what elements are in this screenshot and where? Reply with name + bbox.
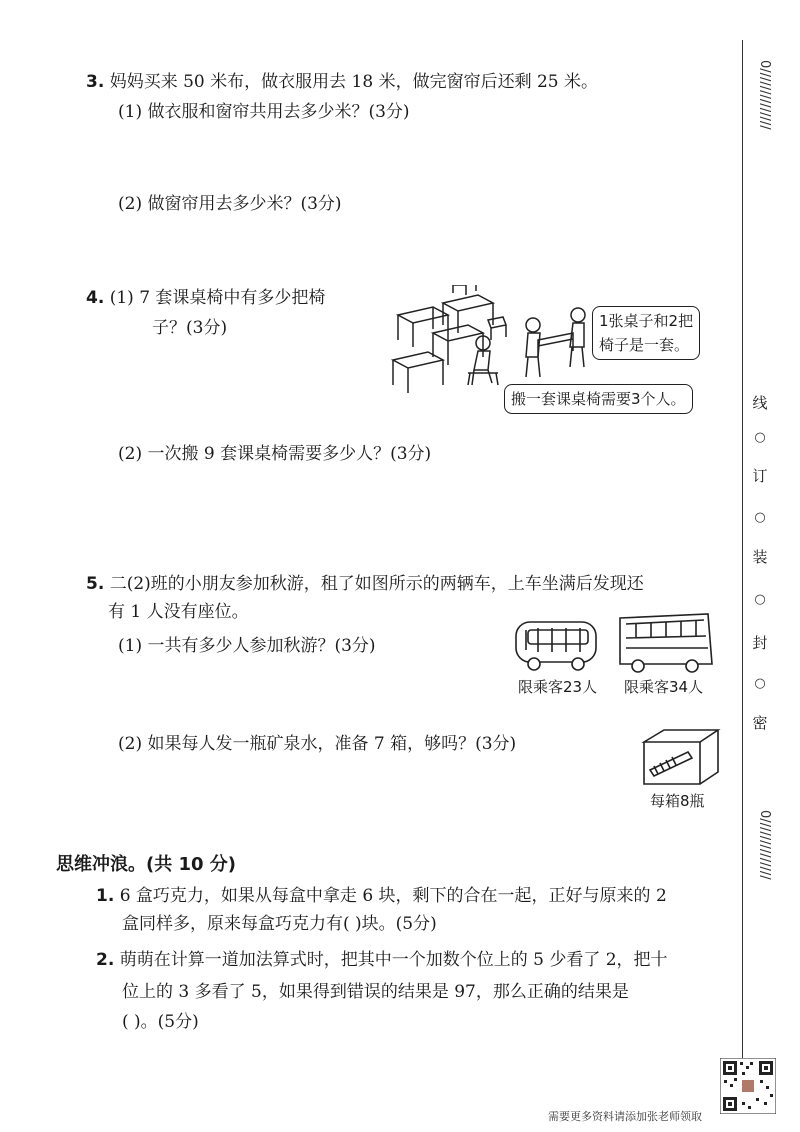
binding-word-ding: 订 <box>752 467 768 485</box>
q5-sub2: (2) 如果每人发一瓶矿泉水，准备 7 箱，够吗？(3分) <box>118 734 517 754</box>
binding-word-zhuang: 装 <box>752 548 768 566</box>
section-title: 思维冲浪。(共 10 分) <box>56 854 237 875</box>
bus-large-icon <box>616 610 716 674</box>
q4-stem <box>86 286 325 310</box>
challenge-1 <box>96 884 667 908</box>
bus-small-caption: 限乘客23人 <box>518 678 598 696</box>
binding-circle-4: ○ <box>754 676 766 691</box>
bubble-set-line2: 椅子是一套。 <box>599 336 690 354</box>
binding-circle-2: ○ <box>754 510 766 525</box>
binding-circle-1: ○ <box>754 430 766 445</box>
q3-text: 妈妈买来 50 米布，做衣服用去 18 米，做完窗帘后还剩 25 米。 <box>109 72 599 92</box>
q4-sub1-line2: 子？(3分) <box>152 318 228 338</box>
water-box-caption: 每箱8瓶 <box>650 792 705 810</box>
binding-word-mi: 密 <box>752 714 768 732</box>
binding-stripe-bottom: 0////////////// <box>757 810 772 880</box>
q4-sub2: (2) 一次搬 9 套课桌椅需要多少人？(3分) <box>118 444 432 464</box>
binding-word-line: 线 <box>752 394 768 412</box>
challenge-1-line2: 盒同样多，原来每盒巧克力有( )块。(5分) <box>122 914 437 934</box>
q5-sub1: (1) 一共有多少人参加秋游？(3分) <box>118 636 376 656</box>
bus-small-icon <box>512 616 600 674</box>
qr-code-icon <box>720 1058 776 1114</box>
q3-number: 3. <box>86 72 105 92</box>
water-box-icon <box>638 726 722 788</box>
binding-circle-3: ○ <box>754 592 766 607</box>
q5-line1: 二(2)班的小朋友参加秋游，租了如图所示的两辆车，上车坐满后发现还 <box>109 574 644 594</box>
challenge-2-line1: 萌萌在计算一道加法算式时，把其中一个加数个位上的 5 少看了 2，把十 <box>119 950 668 970</box>
q3-stem <box>86 70 598 94</box>
q5-line2: 有 1 人没有座位。 <box>108 602 249 622</box>
bus-large-caption: 限乘客34人 <box>624 678 704 696</box>
q5-stem <box>86 572 644 596</box>
footer-note: 需要更多资料请添加张老师领取 <box>548 1110 702 1123</box>
challenge-2 <box>96 948 668 972</box>
speech-bubble-set <box>592 306 700 360</box>
challenge-1-number: 1. <box>96 886 115 906</box>
binding-stripe-top: 0////////////// <box>757 60 772 130</box>
challenge-1-line1: 6 盒巧克力，如果从每盒中拿走 6 块，剩下的合在一起，正好与原来的 2 <box>119 886 667 906</box>
q3-sub2: (2) 做窗帘用去多少米？(3分) <box>118 194 342 214</box>
q4-sub1-line1: (1) 7 套课桌椅中有多少把椅 <box>109 288 326 308</box>
speech-bubble-people: 搬一套课桌椅需要3个人。 <box>504 384 693 414</box>
challenge-2-number: 2. <box>96 950 115 970</box>
bubble-set-line1: 1张桌子和2把 <box>599 312 694 330</box>
challenge-2-line3: ( )。(5分) <box>122 1012 199 1032</box>
q3-sub1: (1) 做衣服和窗帘共用去多少米？(3分) <box>118 102 410 122</box>
binding-word-feng: 封 <box>752 634 768 652</box>
q4-number: 4. <box>86 288 105 308</box>
q5-number: 5. <box>86 574 105 594</box>
challenge-2-line2: 位上的 3 多看了 5，如果得到错误的结果是 97，那么正确的结果是 <box>122 982 629 1002</box>
